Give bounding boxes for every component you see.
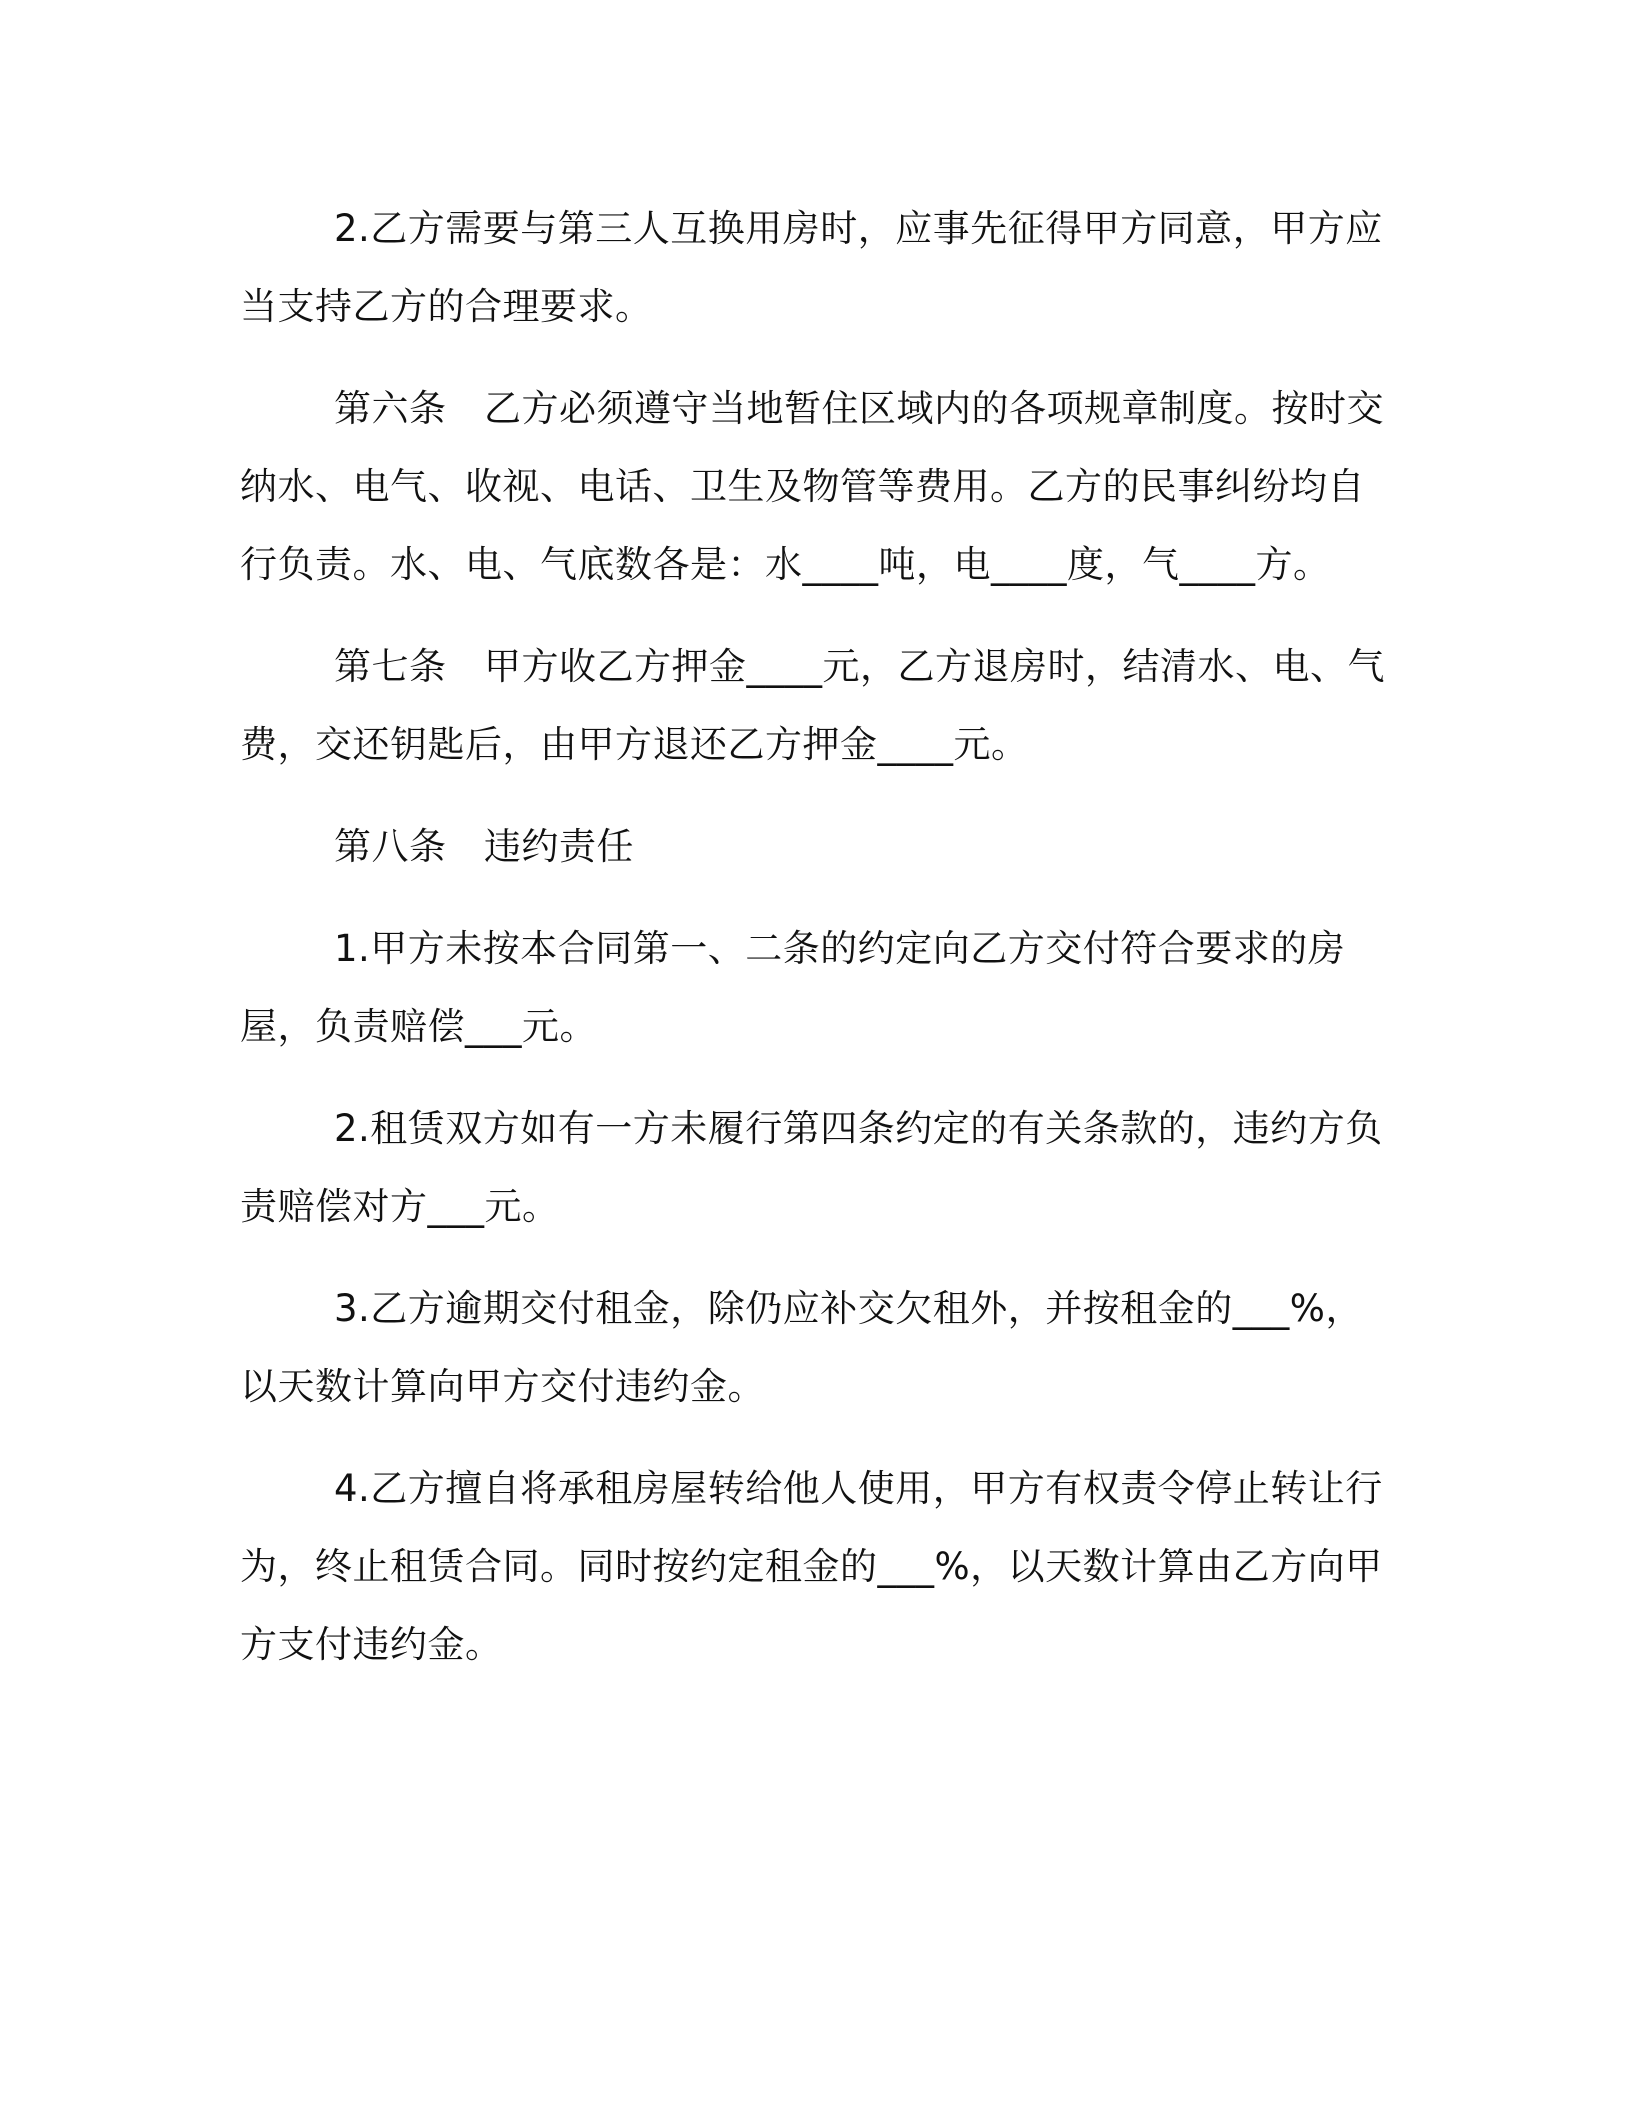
paragraph-article-8-item-4: 4.乙方擅自将承租房屋转给他人使用，甲方有权责令停止转让行为，终止租赁合同。同时按约定租金的___%，以天数计算由乙方向甲方支付违约金。: [240, 1467, 1383, 1666]
paragraph-article-7: 第七条 甲方收乙方押金____元，乙方退房时，结清水、电、气费，交还钥匙后，由甲方退还乙方押金____元。: [240, 645, 1385, 766]
document-body: [240, 190, 1390, 1684]
paragraph-clause-5-item-2: 2.乙方需要与第三人互换用房时，应事先征得甲方同意，甲方应当支持乙方的合理要求。: [240, 207, 1383, 328]
paragraph-article-8-item-3: 3.乙方逾期交付租金，除仍应补交欠租外，并按租金的___%，以天数计算向甲方交付违约金。: [240, 1287, 1363, 1408]
paragraph-article-8-item-1: 1.甲方未按本合同第一、二条的约定向乙方交付符合要求的房屋，负责赔偿___元。: [240, 927, 1346, 1048]
paragraph-article-8-heading: 第八条 违约责任: [334, 825, 634, 868]
paragraph-article-6: 第六条 乙方必须遵守当地暂住区域内的各项规章制度。按时交纳水、电气、收视、电话、卫生及物管等费用。乙方的民事纠纷均自行负责。水、电、气底数各是：水____吨，电____度，气____方。: [240, 387, 1384, 586]
paragraph-article-8-item-2: 2.租赁双方如有一方未履行第四条约定的有关条款的，违约方负责赔偿对方___元。: [240, 1107, 1383, 1228]
